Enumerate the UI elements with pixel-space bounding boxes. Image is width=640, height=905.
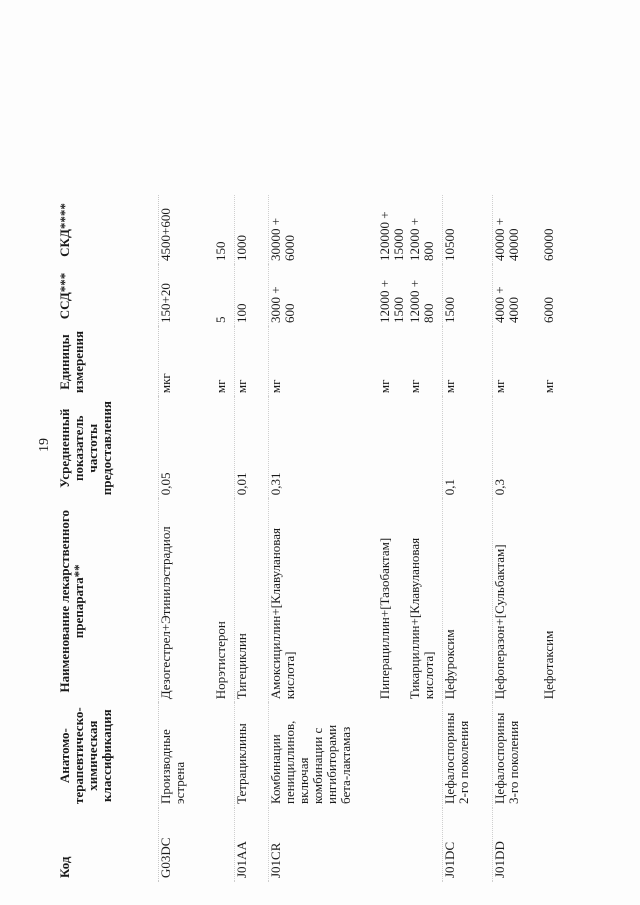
cell-frequency <box>378 397 408 499</box>
cell-unit: мкг <box>157 373 173 394</box>
table-row <box>268 195 378 882</box>
cell-drug: Амоксициллин+[Клавулановая кислота] <box>268 499 378 703</box>
header-code: Код <box>58 808 158 882</box>
cell-unit: мг <box>377 379 392 394</box>
cell-unit: мг <box>213 379 228 394</box>
drug-table <box>58 195 562 882</box>
cell-drug: Норэтистерон <box>213 621 228 700</box>
cell-ssd: 1500 <box>442 265 492 327</box>
cell-unit: мг <box>492 327 542 397</box>
header-atc: Анатомо-терапевтическо-химическая классификация <box>58 703 158 808</box>
cell-ssd: 3000 + 600 <box>268 265 378 327</box>
cell-code <box>542 808 562 882</box>
cell-ssd: 100 <box>234 265 268 327</box>
cell-unit: мг <box>234 327 268 397</box>
cell-atc <box>542 703 562 808</box>
header-drug: Наименование лекарственного препарата** <box>58 499 158 703</box>
cell-frequency: 0,1 <box>442 397 492 499</box>
cell-drug: Дезогестрел+Этинилэстрадиол <box>157 526 173 700</box>
cell-code: J01DC <box>442 808 492 882</box>
cell-frequency <box>214 397 234 499</box>
cell-code <box>378 808 408 882</box>
cell-ssd: 5 <box>213 316 228 323</box>
header-frequency: Усредненный показатель частоты предоставления <box>58 397 158 499</box>
cell-skd: 4500+600 <box>157 208 173 261</box>
cell-skd: 60000 <box>541 228 556 261</box>
cell-atc <box>378 703 408 808</box>
table-row <box>408 195 442 882</box>
table-row <box>234 195 268 882</box>
cell-skd: 10500 <box>442 195 492 265</box>
cell-drug: Тикарциллин+[Клавулановая кислота] <box>407 537 436 700</box>
header-skd: СКД**** <box>58 195 158 265</box>
cell-atc: Цефалоспорины 3-го поколения <box>492 703 542 808</box>
cell-skd: 120000 + 15000 <box>377 211 406 261</box>
cell-skd: 12000 + 800 <box>407 217 436 261</box>
cell-atc: Тетрациклины <box>234 703 268 808</box>
cell-ssd: 4000 + 4000 <box>492 265 542 327</box>
cell-code: J01AA <box>234 808 268 882</box>
header-ssd: ССД*** <box>58 265 158 327</box>
table-row <box>158 195 214 882</box>
table-row <box>378 195 408 882</box>
cell-unit: мг <box>268 327 378 397</box>
cell-unit: мг <box>541 379 556 394</box>
cell-unit: мг <box>442 327 492 397</box>
cell-skd: 40000 + 40000 <box>492 195 542 265</box>
cell-frequency: 0,3 <box>492 397 542 499</box>
cell-atc <box>214 703 234 808</box>
cell-ssd: 6000 <box>541 296 556 323</box>
cell-skd: 30000 + 6000 <box>268 195 378 265</box>
cell-drug: Пиперациллин+[Тазобактам] <box>377 537 392 700</box>
cell-atc: Цефалоспорины 2-го поколения <box>442 703 492 808</box>
cell-atc <box>408 703 442 808</box>
header-unit: Единицы измерения <box>58 327 158 397</box>
cell-atc: Комбинации пенициллинов, включая комбинации с ингибиторами бета-лактамаз <box>268 703 378 808</box>
cell-frequency <box>542 397 562 499</box>
cell-drug: Цефотаксим <box>541 630 556 700</box>
table-row <box>214 195 234 882</box>
cell-ssd: 150+20 <box>157 283 173 323</box>
cell-frequency: 0,01 <box>234 397 268 499</box>
cell-code <box>408 808 442 882</box>
cell-ssd: 12000 + 1500 <box>377 279 406 323</box>
table-row <box>542 195 562 882</box>
cell-drug: Цефуроксим <box>442 499 492 703</box>
cell-frequency <box>408 397 442 499</box>
cell-code: J01DD <box>492 808 542 882</box>
cell-drug: Тигециклин <box>234 499 268 703</box>
page-number: 19 <box>37 438 52 452</box>
cell-skd: 150 <box>213 241 228 261</box>
cell-ssd: 12000 + 800 <box>407 279 436 323</box>
cell-frequency: 0,05 <box>157 472 173 496</box>
table-header-row <box>58 195 158 882</box>
table-row <box>442 195 492 882</box>
table-row <box>492 195 542 882</box>
cell-drug: Цефоперазон+[Сульбактам] <box>492 499 542 703</box>
cell-skd: 1000 <box>234 195 268 265</box>
cell-unit: мг <box>407 379 422 394</box>
cell-code: G03DC <box>157 837 173 878</box>
cell-code <box>214 808 234 882</box>
cell-frequency: 0,31 <box>268 397 378 499</box>
cell-code: J01CR <box>268 808 378 882</box>
cell-atc: Производные эстрена <box>157 729 187 804</box>
